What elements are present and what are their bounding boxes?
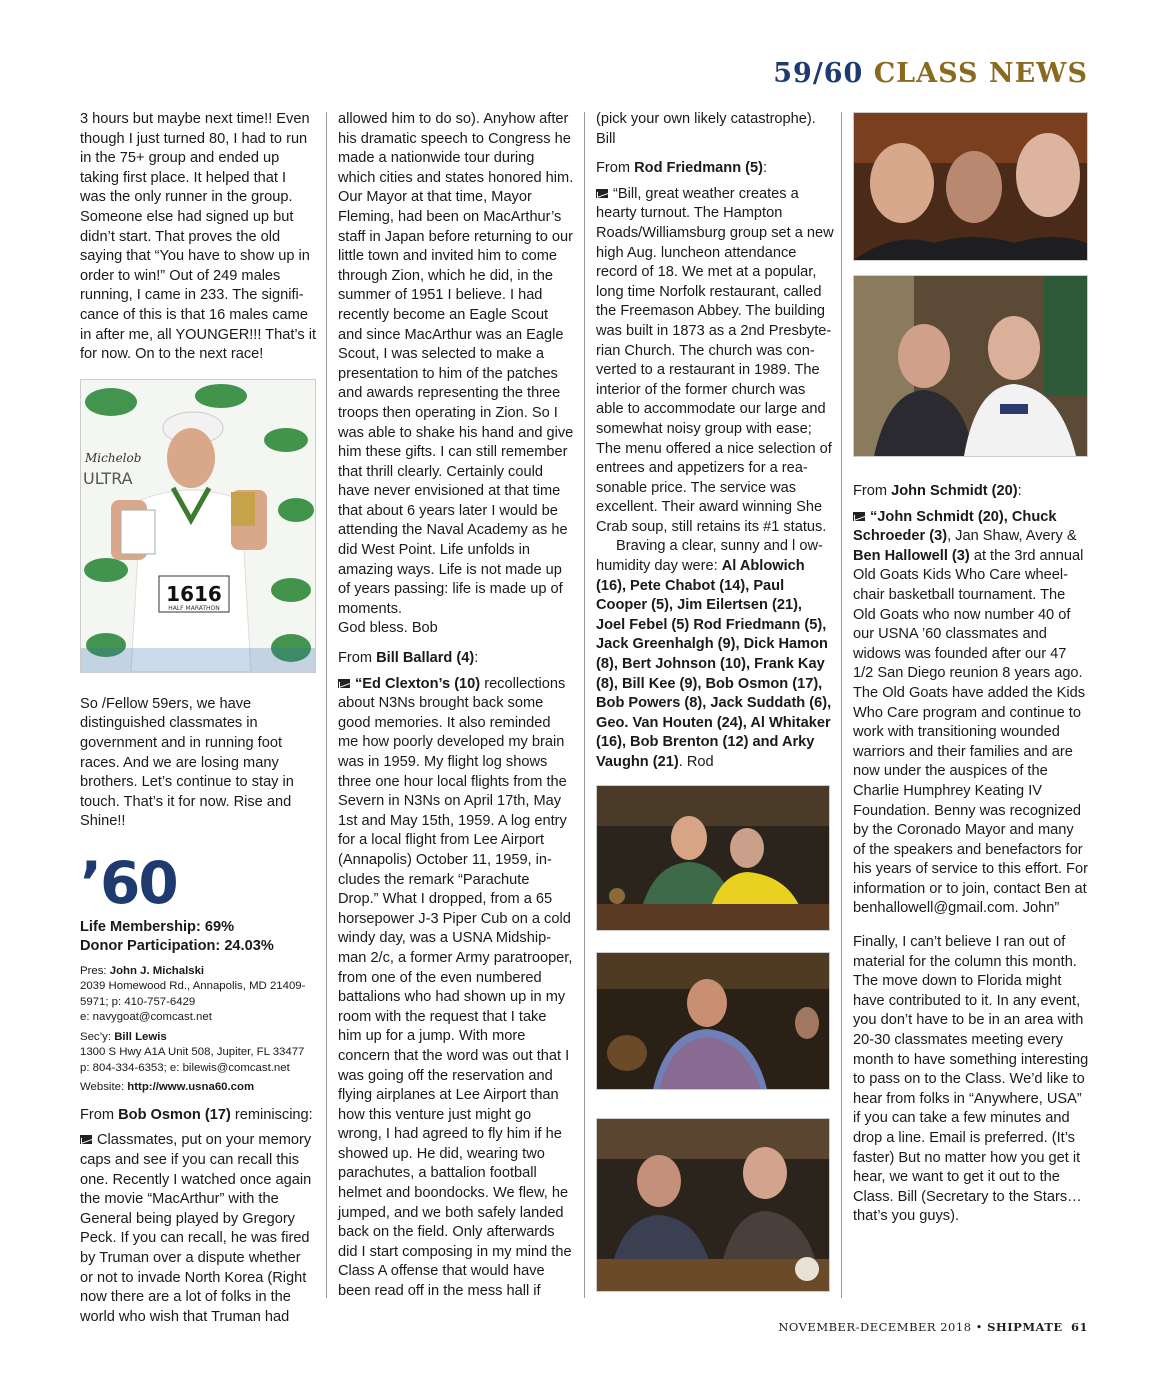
- column1-paragraph-1: 3 hours but maybe next time!! Even though I just turned 80, I had to run in the 75+ group and ended up taking first place. It helped that I was the only runner in the group. Someone else had signed up but didn’t start. That proves the old saying that “You have to show up in order to win!” Out of 249 males running, I came in 233. The significance of this is that 16 males came in after me, all YOUNGER!!! That’s it for now. On to the next race!: [80, 111, 317, 363]
- column-rule: [841, 112, 842, 1298]
- old-goats-photo-2-image: [854, 276, 1087, 456]
- author-name: Rod Friedmann (5): [634, 160, 764, 177]
- author-name: Bill Ballard (4): [376, 650, 475, 667]
- attendee-intro: Braving a clear, sunny and l ow-humidity day were:: [596, 538, 823, 575]
- schmidt-letter-text: at the 3rd annual Old Goats Kids Who Care wheelchair basketball tournament. The Old Goats who now number 40 of our USNA ’60 classmates and widows was founded after our 47 1/2 San Diego reunion 8 years ago. The Old Goats have added the Kids Who Care program and continue to work with transitioning wounded warriors and their families and are now under the auspices of the Charlie Humphrey Keating IV Foundation. Benny was recognized by the Coronado Mayor and many of the speakers and benefactors for his years of service to this effort. For information or to join, contact Ben at benhallowell@gmail.com. John”: [853, 547, 1088, 917]
- president-address: 2039 Homewood Rd., Annapolis, MD 21409-5971; p: 410-757-6429: [80, 980, 306, 1008]
- runner-photo: [80, 379, 316, 673]
- from-ballard-line: [338, 649, 574, 669]
- from-friedmann-line: [596, 159, 834, 179]
- column1-paragraph-3: [80, 1131, 316, 1327]
- ballard-signoff: Bill: [596, 130, 616, 147]
- life-membership: Life Membership: 69%: [80, 918, 235, 935]
- luncheon-photo-3-image: [597, 1119, 829, 1291]
- envelope-icon: [853, 512, 865, 521]
- column3-paragraph-2: [596, 185, 834, 538]
- column4-paragraph-2: Finally, I can’t believe I ran out of material for the column this month. The move down to Florida might have contributed to it. In any event, you don’t have to be in an area with 20-30 classmates meeting every month to have something interesting to pass on to the Class. We’d like to hear from folks in “Anywhere, USA” if you can take a few minutes and drop a line. Email is preferred. (It’s faster) But no matter how you get it hear, we want to get it out to the Class. Bill (Secretary to the Stars… that’s you guys).: [853, 934, 1089, 1225]
- president-line: [80, 964, 316, 980]
- section-title: CLASS NEWS: [873, 58, 1088, 89]
- attendee-list: Al Ablowich (16), Pete Chabot (14), Paul Cooper (5), Jim Eilertsen (21), Joel Febel (5) Rod Friedmann (5), Jack Greenhalgh (9), Dick Hamon (8), Bert Johnson (10), Frank Kay (8), Bill Kee (9), Bob Osmon (17), Bob Powers (8), Jack Suddath (6), Geo. Van Houten (24), Al Whitaker (16), Bob Brenton (12) and Arky Vaughn (21): [596, 558, 832, 770]
- from-label: From: [338, 650, 377, 667]
- envelope-icon: [596, 189, 608, 198]
- from-suffix: :: [763, 160, 768, 177]
- magazine-name: SHIPMATE: [987, 1320, 1063, 1334]
- secretary-label: Sec’y:: [80, 1030, 115, 1043]
- race-bib-caption: HALF MARATHON: [168, 604, 220, 612]
- column-2: [338, 110, 574, 1308]
- luncheon-photo-2: [596, 952, 830, 1090]
- column-4: [853, 482, 1089, 1233]
- page-footer: [778, 1320, 1088, 1334]
- website-line: [80, 1080, 316, 1096]
- race-bib-number: 1616: [166, 581, 222, 606]
- website-link[interactable]: http://www.usna60.com: [127, 1081, 255, 1094]
- contact-block: [80, 964, 316, 1096]
- from-suffix: :: [474, 650, 479, 667]
- from-label: From: [853, 483, 892, 499]
- old-goats-photo-2: [853, 275, 1088, 457]
- president-name: John J. Michalski: [109, 964, 205, 977]
- old-goats-photo-1-image: [854, 113, 1087, 260]
- luncheon-photo-2-image: [597, 953, 829, 1089]
- from-suffix: :: [1017, 483, 1022, 499]
- osmon-signoff: God bless. Bob: [338, 620, 438, 637]
- class-year-heading: ’60: [80, 848, 177, 917]
- quote-open: “: [355, 675, 363, 692]
- president-label: Pres:: [80, 964, 110, 977]
- attendee-signoff: . Rod: [678, 754, 714, 770]
- column-rule: [326, 112, 327, 1298]
- secretary-contact: p: 804-334-6353; e: bilewis@comcast.net: [80, 1061, 290, 1074]
- michelob-text: Michelob: [85, 450, 142, 465]
- secretary-line: [80, 1030, 316, 1046]
- column2-paragraph-2: [338, 675, 574, 1302]
- ballard-letter-text: recollections about N3Ns brought back some good memories. It also reminded me how poorly developed my brain was in 1959. My flight log shows three one hour local flights from the Severn in N3Ns on April 17th, May 1st and May 15th, 1959. A log entry for a local flight from Lee Airport (Annapolis) October 11, 1959, includes the remark “Parachute Drop.” What I dropped, from a 65 horsepower J-3 Piper Cub on a cold windy day, was a USNA Midshipman 2/c, a former Army paratrooper, from one of the even numbered battalions who had shown up in my room with the request that I take him up for a jump. With more concern that the word was out that I was going off the reservation and flying airplanes at Lee Airport than how this venture just might go wrong, I had agreed to fly him if he showed up. He did, wearing two parachutes, a battalion football helmet and boondocks. We flew, he jumped, and we both safely landed back on the field. Only afterwards did I start composing in my mind the Class A offense that would have been read off in the mess hall if: [338, 675, 573, 1300]
- column3-paragraph-1: (pick your own likely catastrophe).: [596, 111, 816, 127]
- luncheon-photo-1: [596, 785, 830, 931]
- author-name: Bob Osmon (17): [118, 1106, 231, 1123]
- classmate-names: “John Schmidt (20), Chuck Schroeder (3): [853, 508, 1057, 545]
- envelope-icon: [338, 679, 350, 688]
- friedmann-letter-text: “Bill, great weather creates a hearty turnout. The Hampton Roads/Williamsburg group set a new high Aug. luncheon attendance record of 18. We met at a popular, long time Norfolk restaurant, called the Freemason Abbey. The building was built in 1873 as a 2nd Presbyterian Church. The church was converted to a restaurant in 1989. The interior of the former church was able to accommodate our large and somewhat noisy group with ease; The menu offered a nice selection of entrees and appetizers for a reasonable price. The service was excellent. Their award winning She Crab soup, still retains its #1 status.: [596, 185, 834, 535]
- column3-paragraph-3: [596, 537, 834, 772]
- from-label: From: [596, 160, 635, 177]
- class-number: 59/60: [773, 58, 864, 89]
- issue-date: NOVEMBER-DECEMBER 2018: [778, 1320, 972, 1334]
- luncheon-photo-3: [596, 1118, 830, 1292]
- column-rule: [584, 112, 585, 1298]
- from-suffix: reminiscing:: [230, 1106, 313, 1123]
- section-header: [773, 58, 1088, 89]
- classmate-name: Ed Clexton’s (10): [362, 675, 481, 692]
- names-connector: , Jan Shaw, Avery &: [947, 528, 1077, 545]
- from-label: From: [80, 1106, 119, 1123]
- ultra-text: ULTRA: [83, 468, 133, 488]
- runner-photo-image: [81, 380, 315, 672]
- author-name: John Schmidt (20): [891, 483, 1018, 499]
- envelope-icon: [80, 1135, 92, 1144]
- from-schmidt-line: [853, 482, 1089, 502]
- column1-paragraph-2: So /Fellow 59ers, we have distinguished classmates in government and in running foot races. And we are losing many brothers. Let’s continue to stay in touch. That’s it for now. Rise and Shine!!: [80, 695, 294, 830]
- old-goats-photo-1: [853, 112, 1088, 261]
- luncheon-photo-1-image: [597, 786, 829, 930]
- column4-paragraph-1: [853, 508, 1089, 919]
- from-osmon-line: [80, 1106, 316, 1126]
- donor-participation: Donor Participation: 24.03%: [80, 937, 274, 954]
- secretary-name: Bill Lewis: [114, 1030, 167, 1043]
- column-1: [80, 110, 316, 1333]
- column-3: [596, 110, 834, 779]
- footer-separator: •: [971, 1320, 988, 1334]
- secretary-address: 1300 S Hwy A1A Unit 508, Jupiter, FL 33477: [80, 1046, 305, 1059]
- page-number: 61: [1070, 1320, 1088, 1334]
- osmon-letter-text: Classmates, put on your memory caps and see if you can recall this one. Recently I watched once again the movie “MacArthur” with the General being played by Gregory Peck. If you can recall, he was fired by Truman over a dispute whether or not to invade North Korea (Right now there are a lot of folks in the world who wish that Truman had: [80, 1132, 312, 1325]
- classmate-name: Ben Hallowell (3): [853, 547, 970, 564]
- president-email: e: navygoat@comcast.net: [80, 1011, 212, 1024]
- column2-paragraph-1: allowed him to do so). Anyhow after his dramatic speech to Congress he made a nationwide tour during which cities and states honored him. Our Mayor at that time, Mayor Fleming, had been on MacArthur’s staff in Japan before returning to our little town and invited him to come through Zion, which he did, in the summer of 1951 I believe. I had recently become an Eagle Scout and since MacArthur was an Eagle Scout, I was selected to make a presentation to him of the patches and awards representing the three troops then operating in Zion. So I was able to shake his hand and give him these gifts. I can still remember that thrill clearly. Certainly could have never envisioned at that time that about 6 years later I would be attending the Naval Academy as he did West Point. Life unfolds in amazing ways. Life is not made up of years passing: life is made up of moments.: [338, 111, 574, 617]
- website-label: Website:: [80, 1081, 128, 1094]
